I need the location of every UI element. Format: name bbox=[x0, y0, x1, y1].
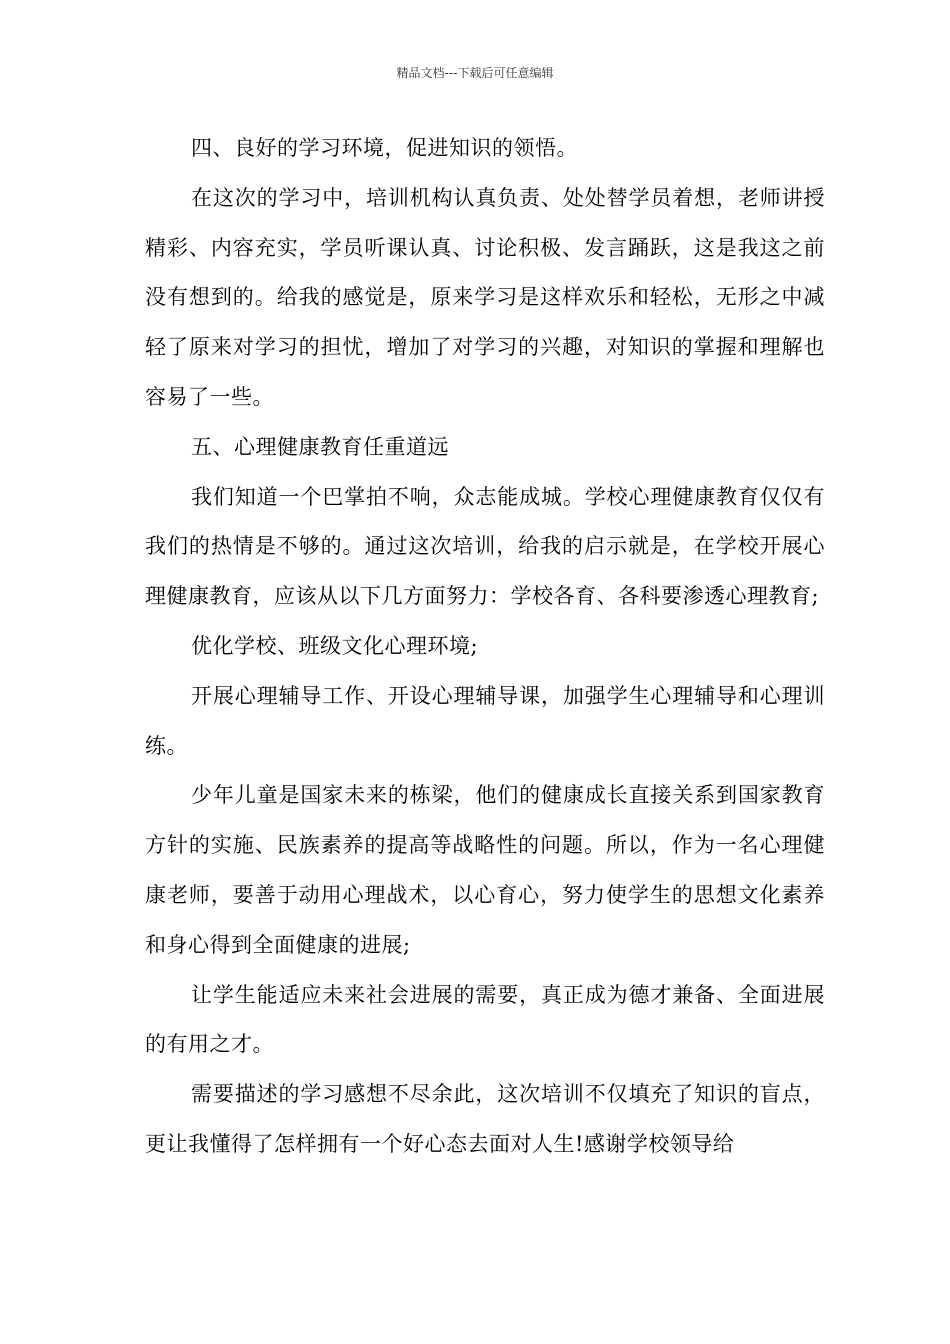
paragraph: 让学生能适应未来社会进展的需要，真正成为德才兼备、全面进展的有用之才。 bbox=[145, 982, 825, 1057]
paragraph: 少年儿童是国家未来的栋梁，他们的健康成长直接关系到国家教育方针的实施、民族素养的提高等战略性的问题。所以，作为一名心理健康老师，要善于动用心理战术，以心育心，努力使学生的思想文化素养和身心得到全面健康的进展; bbox=[145, 783, 825, 957]
page-header: 精品文档---下载后可任意编辑 bbox=[396, 66, 554, 80]
paragraph: 开展心理辅导工作、开设心理辅导课，加强学生心理辅导和心理训练。 bbox=[145, 683, 825, 758]
paragraph: 优化学校、班级文化心理环境; bbox=[191, 633, 479, 658]
paragraph: 我们知道一个巴掌拍不响，众志能成城。学校心理健康教育仅仅有我们的热情是不够的。通过这次培训，给我的启示就是，在学校开展心理健康教育，应该从以下几方面努力：学校各育、各科要渗透心理教育; bbox=[145, 484, 825, 609]
paragraph: 需要描述的学习感想不尽余此，这次培训不仅填充了知识的盲点，更让我懂得了怎样拥有一个好心态去面对人生!感谢学校领导给 bbox=[145, 1082, 825, 1156]
section-heading-5: 五、心理健康教育任重道远 bbox=[191, 434, 449, 459]
document-body bbox=[145, 124, 825, 1170]
paragraph: 在这次的学习中，培训机构认真负责、处处替学员着想，老师讲授精彩、内容充实，学员听课认真、讨论积极、发言踊跃，这是我这之前没有想到的。给我的感觉是，原来学习是这样欢乐和轻松，无形之中减轻了原来对学习的担忧，增加了对学习的兴趣，对知识的掌握和理解也容易了一些。 bbox=[145, 185, 825, 409]
section-heading-4: 四、良好的学习环境，促进知识的领悟。 bbox=[191, 136, 578, 160]
